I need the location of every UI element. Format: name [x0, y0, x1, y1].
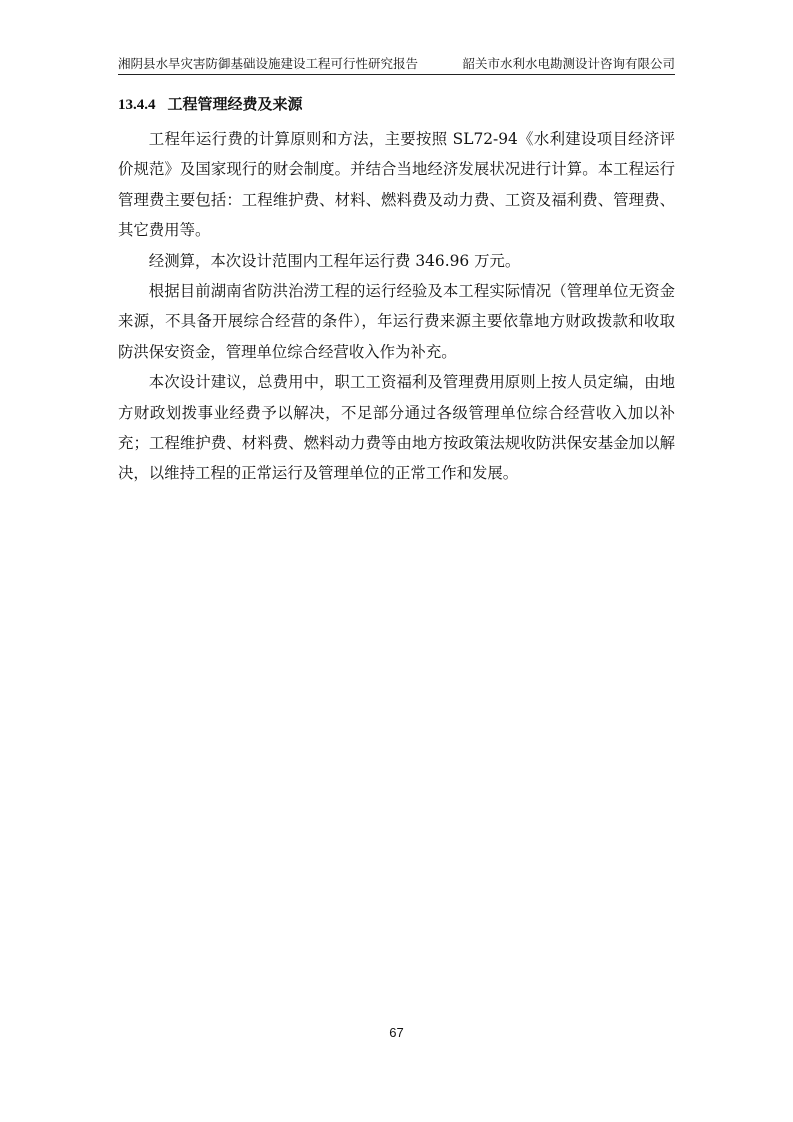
header-report-title: 湘阴县水旱灾害防御基础设施建设工程可行性研究报告	[118, 56, 419, 71]
page-header	[118, 54, 675, 75]
paragraph-annual-cost: 经测算，本次设计范围内工程年运行费 346.96 万元。	[148, 251, 521, 270]
section-heading	[118, 93, 303, 116]
paragraph-funding-source: 根据目前湖南省防洪治涝工程的运行经验及本工程实际情况（管理单位无资金来源，不具备开展综合经营的条件），年运行费来源主要依靠地方财政拨款和收取防洪保安资金，管理单位综合经营收入作为补充。	[118, 282, 675, 361]
body-text	[118, 124, 675, 489]
section-number: 13.4.4	[118, 97, 156, 113]
paragraph-calculation-principle: 工程年运行费的计算原则和方法，主要按照 SL72-94《水利建设项目经济评价规范》及国家现行的财会制度。并结合当地经济发展状况进行计算。本工程运行管理费主要包括：工程维护费、材料、燃料费及动力费、工资及福利费、管理费、其它费用等。	[118, 130, 675, 240]
header-company-name: 韶关市水利水电勘测设计咨询有限公司	[462, 56, 675, 71]
page-number: 67	[389, 1025, 404, 1040]
paragraph-design-recommendation: 本次设计建议，总费用中，职工工资福利及管理费用原则上按人员定编，由地方财政划拨事业经费予以解决，不足部分通过各级管理单位综合经营收入加以补充；工程维护费、材料费、燃料动力费等由地方按政策法规收防洪保安基金加以解决，以维持工程的正常运行及管理单位的正常工作和发展。	[118, 373, 675, 483]
section-title: 工程管理经费及来源	[167, 95, 303, 113]
